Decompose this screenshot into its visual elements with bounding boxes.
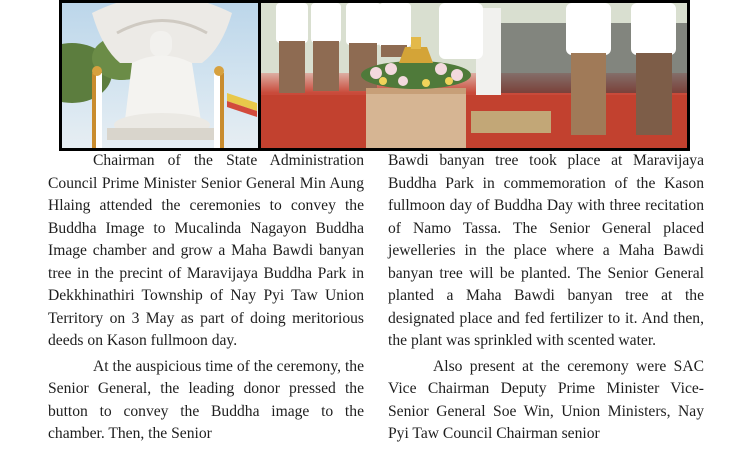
article-column-left <box>48 150 364 446</box>
buddha-statue-illustration <box>62 3 258 148</box>
news-photo <box>59 0 690 151</box>
article-paragraph: Bawdi banyan tree took place at Maravijaya Buddha Park in commemoration of the Kason fullmoon day of Buddha Day with three recitation of Namo Tassa. The Senior General placed jewelleries in the place where a Maha Bawdi banyan tree will be planted. The Senior General planted a Maha Bawdi banyan tree at the designated place and fed fertilizer to it. And then, the plant was sprinkled with scented water. <box>388 152 704 349</box>
ceremony-photo <box>261 3 688 148</box>
article-paragraph: Also present at the ceremony were SAC Vice Chairman Deputy Prime Minister Vice-Senior General Soe Win, Union Ministers, Nay Pyi Taw Council Chairman senior <box>388 357 704 442</box>
article-column-right <box>388 150 704 446</box>
buddha-statue-photo <box>62 3 258 148</box>
ceremony-illustration <box>261 3 688 148</box>
article-paragraph: Chairman of the State Administration Council Prime Minister Senior General Min Aung Hlaing attended the ceremonies to convey the Buddha Image to Mucalinda Nagayon Buddha Image chamber and grow a Maha Bawdi banyan tree in the precint of Maravijaya Buddha Park in Dekkhinathiri Township of Nay Pyi Taw Union Territory on 3 May as part of doing meritorious deeds on Kason fullmoon day. <box>48 152 364 349</box>
article-paragraph: At the auspicious time of the ceremony, the Senior General, the leading donor pressed the button to convey the Buddha image to the chamber. Then, the Senior <box>48 357 364 442</box>
